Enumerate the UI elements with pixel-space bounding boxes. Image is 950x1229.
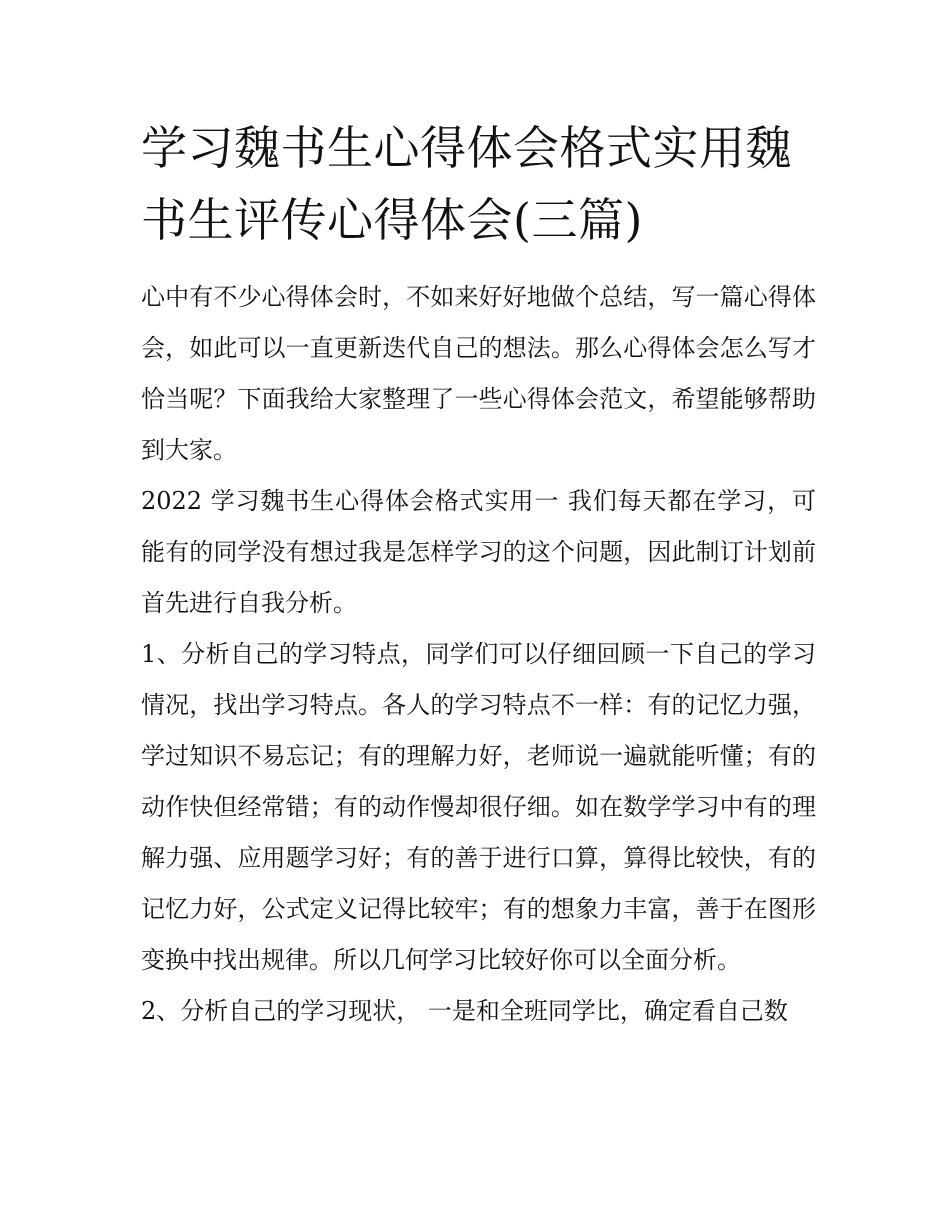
document-title: 学习魏书生心得体会格式实用魏书生评传心得体会(三篇)	[141, 121, 792, 247]
paragraph-intro: 心中有不少心得体会时，不如来好好地做个总结，写一篇心得体会，如此可以一直更新迭代自己的想法。那么心得体会怎么写才恰当呢？下面我给大家整理了一些心得体会范文，希望能够帮助到大家。	[141, 283, 816, 464]
paragraph-point-2: 2、分析自己的学习现状， 一是和全班同学比，确定看自己数	[141, 997, 788, 1025]
paragraph-point-1: 1、分析自己的学习特点，同学们可以仔细回顾一下自己的学习情况，找出学习特点。各人的学习特点不一样：有的记忆力强，学过知识不易忘记；有的理解力好，老师说一遍就能听懂；有的动作快但经常错；有的动作慢却很仔细。如在数学学习中有的理解力强、应用题学习好；有的善于进行口算，算得比较快，有的记忆力好，公式定义记得比较牢；有的想象力丰富，善于在图形变换中找出规律。所以几何学习比较好你可以全面分析。	[141, 640, 816, 974]
document-body	[141, 112, 816, 1037]
paragraph-2022: 2022 学习魏书生心得体会格式实用一 我们每天都在学习，可能有的同学没有想过我是怎样学习的这个问题，因此制订计划前首先进行自我分析。	[141, 487, 816, 617]
